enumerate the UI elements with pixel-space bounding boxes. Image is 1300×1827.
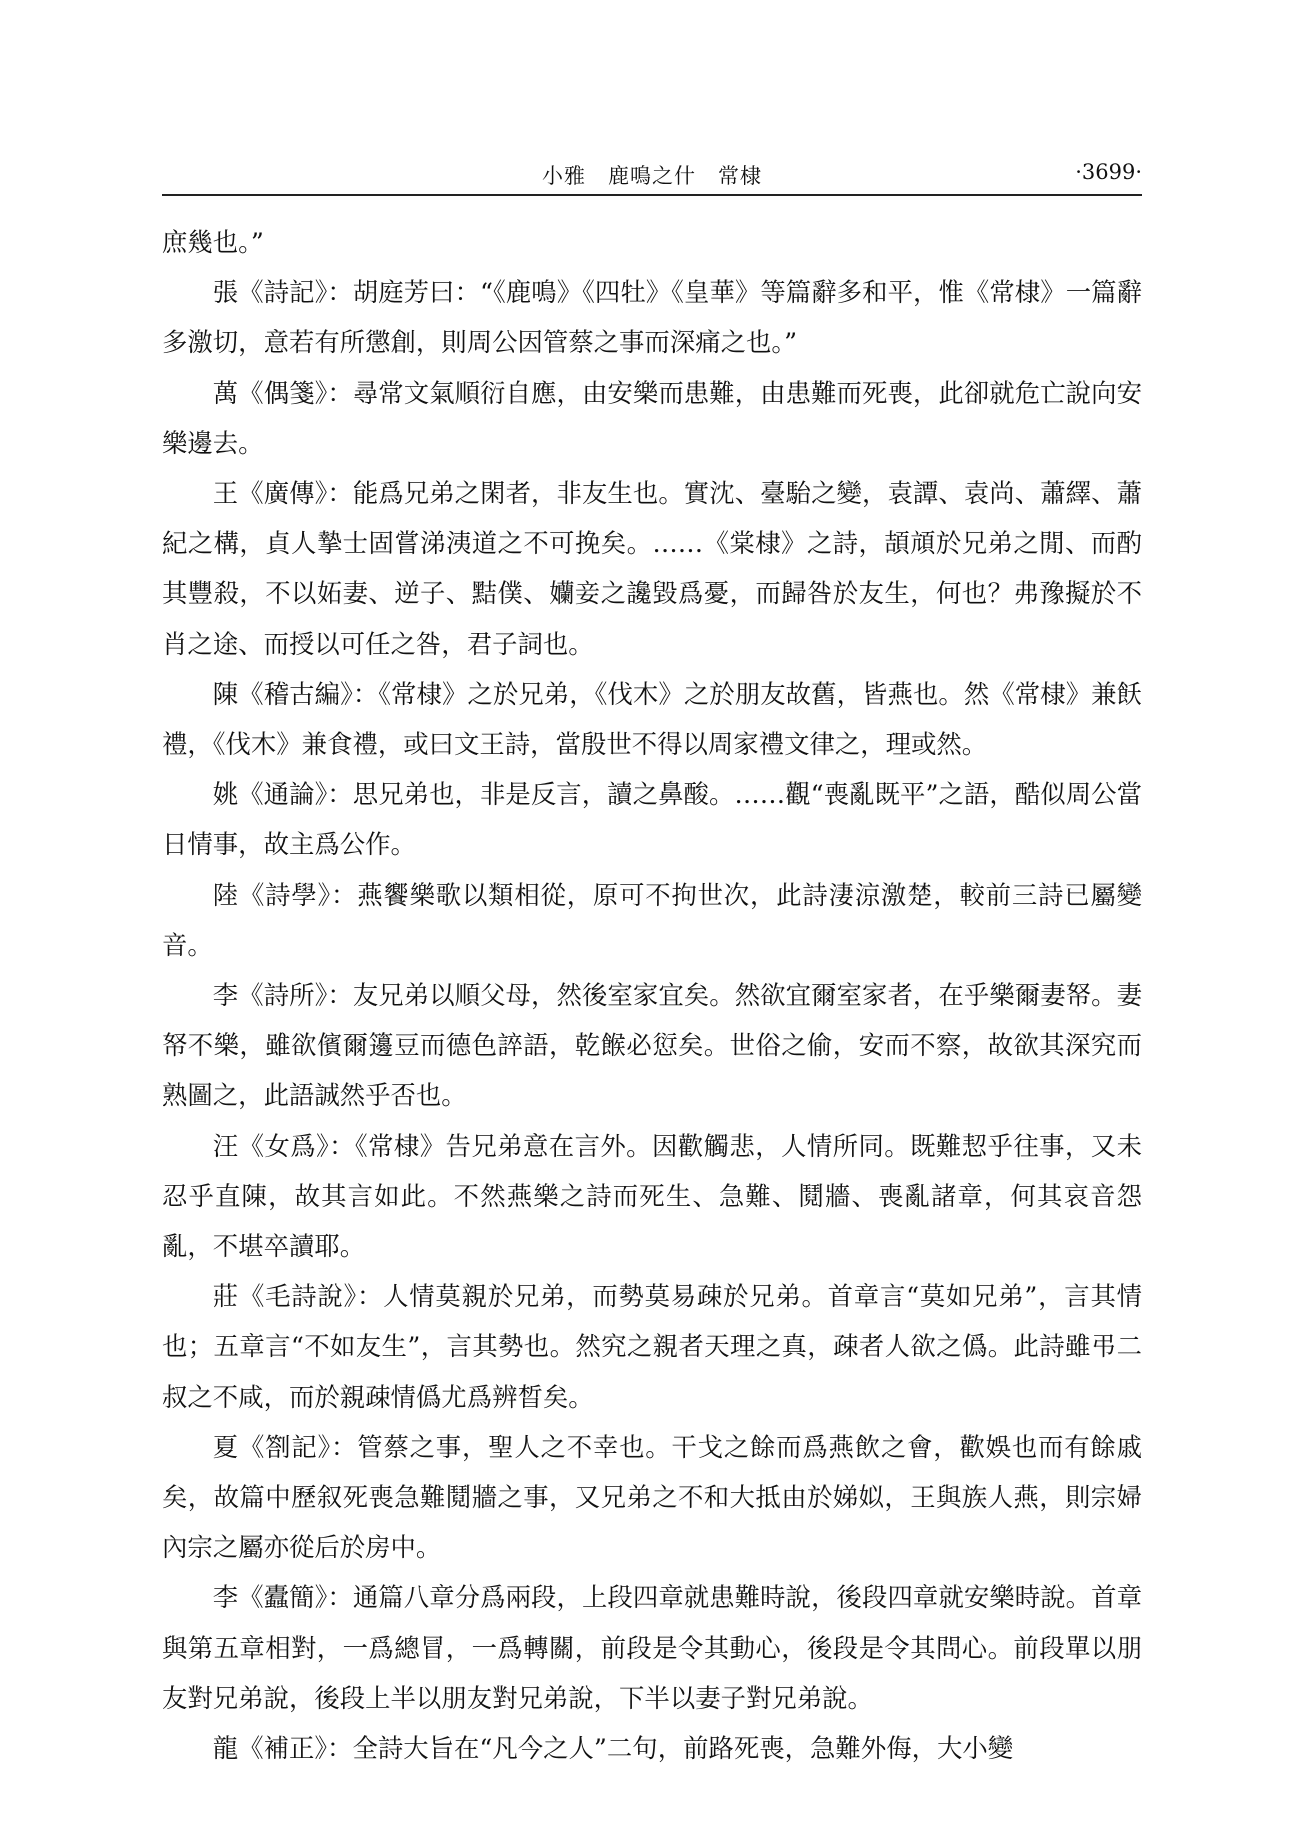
commentary-paragraph: 陸《詩學》：燕饗樂歌以類相從，原可不拘世次，此詩淒涼激楚，較前三詩已屬變音。	[162, 879, 1142, 960]
commentary-paragraph: 李《蠹簡》：通篇八章分爲兩段，上段四章就患難時說，後段四章就安樂時說。首章與第五章相對，一爲總冒，一爲轉關，前段是令其動心，後段是令其問心。前段單以朋友對兄弟說，後段上半以朋友對兄弟說，下半以妻子對兄弟說。	[162, 1582, 1142, 1713]
commentary-paragraph: 莊《毛詩說》：人情莫親於兄弟，而勢莫易疎於兄弟。首章言“莫如兄弟”，言其情也；五章言“不如友生”，言其勢也。然究之親者天理之真，疎者人欲之僞。此詩雖弔二叔之不咸，而於親疎情僞尤爲辨晳矣。	[162, 1281, 1142, 1412]
header-rule	[162, 194, 1142, 196]
commentary-paragraph: 王《廣傳》：能爲兄弟之閑者，非友生也。實沈、臺駘之變，袁譚、袁尚、蕭繹、蕭紀之構，貞人摯士固嘗涕洟道之不可挽矣。……《棠棣》之詩，頡頏於兄弟之閒、而酌其豐殺，不以妬妻、逆子、黠僕、孏妾之讒毀爲憂，而歸咎於友生，何也？弗豫擬於不肖之途、而授以可任之咎，君子詞也。	[162, 478, 1142, 659]
commentary-paragraph: 龍《補正》：全詩大旨在“凡今之人”二句，前路死喪，急難外侮，大小變	[212, 1733, 1014, 1764]
commentary-paragraph: 庶幾也。”	[162, 227, 264, 257]
commentary-paragraph: 萬《偶箋》：尋常文氣順衍自應，由安樂而患難，由患難而死喪，此卻就危亡說向安樂邊去。	[162, 377, 1142, 458]
commentary-paragraph: 張《詩記》：胡庭芳曰：“《鹿鳴》《四牡》《皇華》等篇辭多和平，惟《常棣》一篇辭多激切，意若有所懲創，則周公因管蔡之事而深痛之也。”	[162, 277, 1142, 358]
page-number: ·3699·	[1075, 160, 1142, 184]
running-header-title: 小雅 鹿鳴之什 常棣	[542, 164, 762, 188]
body-text	[162, 217, 1142, 1773]
commentary-paragraph: 夏《劄記》：管蔡之事，聖人之不幸也。干戈之餘而爲燕飲之會，歡娛也而有餘戚矣，故篇中歷叙死喪急難鬩牆之事，又兄弟之不和大抵由於娣姒，王與族人燕，則宗婦內宗之屬亦從后於房中。	[162, 1431, 1142, 1563]
commentary-paragraph: 姚《通論》：思兄弟也，非是反言，讀之鼻酸。……觀“喪亂既平”之語，酷似周公當日情事，故主爲公作。	[162, 779, 1142, 860]
running-header	[162, 150, 1142, 196]
commentary-paragraph: 汪《女爲》：《常棣》告兄弟意在言外。因歡觸悲，人情所同。既難恝乎往事，又未忍乎直陳，故其言如此。不然燕樂之詩而死生、急難、鬩牆、喪亂諸章，何其哀音怨亂，不堪卒讀耶。	[162, 1130, 1142, 1262]
commentary-paragraph: 陳《稽古編》：《常棣》之於兄弟，《伐木》之於朋友故舊，皆燕也。然《常棣》兼飫禮，《伐木》兼食禮，或曰文王詩，當殷世不得以周家禮文律之，理或然。	[162, 678, 1142, 760]
commentary-paragraph: 李《詩所》：友兄弟以順父母，然後室家宜矣。然欲宜爾室家者，在乎樂爾妻帑。妻帑不樂，雖欲儐爾籩豆而德色誶語，乾餱必愆矣。世俗之偷，安而不察，故欲其深究而熟圖之，此語誠然乎否也。	[162, 980, 1142, 1111]
